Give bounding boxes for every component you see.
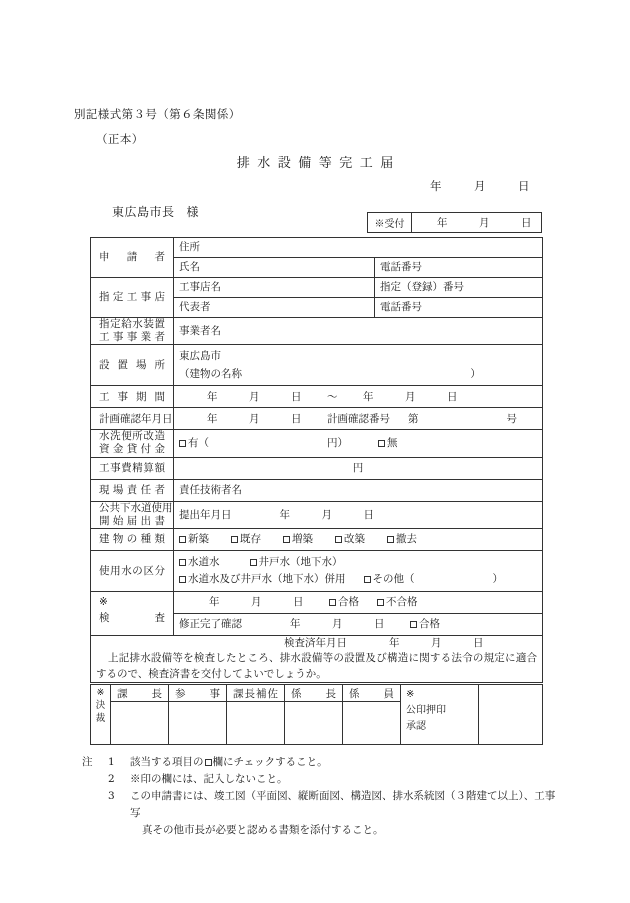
building-type-option-rebuild[interactable]: 改築: [335, 532, 365, 546]
table-row: [91, 528, 543, 550]
plan-confirm-label: 計画確認年月日: [91, 408, 174, 430]
table-row: [91, 318, 543, 345]
addressee: [112, 203, 199, 220]
approval-signature-unit-chief[interactable]: [285, 702, 343, 745]
location-label: 設置場所: [91, 345, 174, 386]
table-row: [91, 457, 543, 479]
contractor-label: 指定工事店: [91, 278, 174, 318]
period-label: 工事期間: [91, 386, 174, 408]
sewer-notice-field[interactable]: 提出年月日 年 月 日: [174, 501, 543, 528]
submission-date: [430, 178, 530, 194]
supervisor-field[interactable]: 責任技術者名: [174, 479, 543, 501]
note-item: [82, 788, 562, 839]
inspection-pass-option[interactable]: 合格: [329, 595, 359, 609]
period-field[interactable]: 年 月 日 〜 年 月 日: [174, 386, 543, 408]
inspection-label-mark: ※: [99, 595, 108, 608]
receipt-date: [412, 213, 541, 232]
note-text: ※印の欄には、記入しないこと。: [130, 773, 288, 785]
table-row: [91, 408, 543, 430]
checkbox-icon[interactable]: [329, 599, 336, 606]
submission-date-year: 年: [430, 179, 442, 193]
approval-column-unit-chief: 係長: [285, 685, 343, 702]
building-type-option-removal[interactable]: 撤去: [387, 532, 417, 546]
table-row: [91, 430, 543, 457]
water-type-field[interactable]: [174, 550, 543, 591]
location-building-name: （建物の名称 ）: [179, 368, 481, 381]
seal-stamp-box[interactable]: [479, 685, 543, 745]
table-row: [91, 479, 543, 501]
recheck-field[interactable]: 修正完了確認 年 月 日 合格: [174, 613, 543, 635]
table-row: [91, 591, 543, 613]
loan-yes-option[interactable]: 有（: [179, 436, 209, 450]
approval-column-staff: 係員: [343, 685, 401, 702]
submission-date-day: 日: [518, 179, 530, 193]
form-number: 別記様式第３号（第６条関係）: [74, 107, 241, 121]
note-number: 3: [108, 790, 115, 802]
checkbox-icon[interactable]: [335, 536, 342, 543]
applicant-address-field[interactable]: 住所: [174, 238, 543, 258]
table-row: [91, 685, 543, 702]
seal-line-1: 公印押印: [406, 705, 446, 716]
location-city: 東広島市: [179, 350, 221, 363]
checkbox-icon[interactable]: [231, 536, 238, 543]
table-row: [91, 635, 543, 683]
notes-section: [82, 754, 562, 839]
table-row: [91, 345, 543, 386]
note-label-spacer: [82, 788, 108, 839]
checkbox-icon[interactable]: [283, 536, 290, 543]
building-type-option-new[interactable]: 新築: [179, 532, 209, 546]
applicant-label: 申請者: [91, 238, 174, 278]
contractor-shop-field[interactable]: 工事店名: [174, 278, 375, 298]
approval-label-mark: ※: [96, 687, 105, 698]
inspection-label: ※ 検査: [91, 591, 174, 635]
location-field[interactable]: [174, 345, 543, 386]
main-form-table: [90, 237, 543, 683]
seal-line-2: 承認: [406, 721, 426, 732]
statement-text: 上記排水設備等を検査したところ、排水設備等の設置及び構造に関する法令の規定に適合するので、検査済書を交付してよいでしょうか。: [96, 651, 537, 681]
copy-mark: （正本）: [96, 132, 144, 146]
water-type-option-tap[interactable]: 水道水: [179, 555, 220, 569]
approval-column-counselor: 参事: [169, 685, 227, 702]
checkbox-icon[interactable]: [410, 621, 417, 628]
contractor-phone-field[interactable]: 電話番号: [375, 298, 543, 318]
note-item: [82, 754, 562, 771]
supervisor-label: 現場責任者: [91, 479, 174, 501]
notes-label: 注: [82, 756, 93, 768]
recheck-pass-option[interactable]: 合格: [410, 617, 440, 631]
note-text: この申請書には、竣工図（平面図、縦断面図、構造図、排水系統図（３階建て以上）、工事写 真その他市長が必要と認める書類を添付すること。: [130, 790, 556, 836]
receipt-box: [367, 212, 542, 233]
receipt-label: ※受付: [368, 213, 412, 232]
submission-date-month: 月: [474, 179, 486, 193]
approval-label: [91, 685, 111, 745]
seal-mark: ※: [406, 689, 415, 700]
checkbox-icon[interactable]: [179, 576, 186, 583]
receipt-day: 日: [521, 217, 532, 229]
contractor-registration-field[interactable]: 指定（登録）番号: [375, 278, 543, 298]
loan-no-option[interactable]: 無: [378, 436, 398, 450]
note-number: 1: [108, 756, 115, 768]
seal-approval-label: [401, 685, 479, 745]
receipt-month: 月: [479, 217, 490, 229]
water-type-option-well[interactable]: 井戸水（地下水）: [250, 555, 343, 569]
approval-signature-deputy-chief[interactable]: [227, 702, 285, 745]
addressee-honorific: 様: [186, 205, 200, 219]
checkbox-icon[interactable]: [377, 599, 384, 606]
approval-table: [90, 684, 543, 745]
building-type-field[interactable]: [174, 528, 543, 550]
certified-date-line: 検査済年月日 年 月 日: [284, 636, 484, 649]
applicant-name-field[interactable]: 氏名: [174, 258, 375, 278]
cost-label: 工事費精算額: [91, 457, 174, 479]
plan-confirm-field[interactable]: 年 月 日 計画確認番号 第 号: [174, 408, 543, 430]
note-item: [82, 771, 562, 788]
loan-label: 水洗便所改造 資金貸付金: [91, 430, 174, 457]
addressee-name: 東広島市長: [112, 205, 175, 219]
receipt-year: 年: [437, 217, 448, 229]
approval-label-char1: 決: [95, 699, 106, 711]
building-type-option-extension[interactable]: 増築: [283, 532, 313, 546]
note-label-spacer: [82, 771, 108, 788]
cost-field[interactable]: 円: [174, 457, 543, 479]
checkbox-icon[interactable]: [364, 576, 371, 583]
water-type-line-1: [179, 555, 537, 569]
inspection-result-field[interactable]: 年 月 日 合格 不合格: [174, 591, 543, 613]
water-type-other-close: ）: [492, 573, 503, 586]
applicant-phone-field[interactable]: 電話番号: [375, 258, 543, 278]
water-type-line-2: [179, 569, 537, 586]
water-type-label: 使用水の区分: [91, 550, 174, 591]
note-number: 2: [108, 773, 115, 785]
table-row: [91, 386, 543, 408]
approval-signature-section-chief[interactable]: [111, 702, 169, 745]
loan-yen-unit: 円）: [327, 437, 348, 450]
checkbox-icon[interactable]: [179, 559, 186, 566]
statement-cell: [91, 635, 543, 683]
approval-signature-staff[interactable]: [343, 702, 401, 745]
checkbox-icon[interactable]: [179, 440, 186, 447]
sewer-notice-label: 公共下水道使用 開始届出書: [91, 501, 174, 528]
water-type-option-other[interactable]: その他（: [364, 572, 415, 586]
checkbox-icon[interactable]: [179, 536, 186, 543]
note-text: 該当する項目の 欄にチェックすること。: [130, 756, 328, 768]
building-type-label: 建物の種類: [91, 528, 174, 550]
approval-column-deputy-chief: 課長補佐: [227, 685, 285, 702]
approval-signature-counselor[interactable]: [169, 702, 227, 745]
checkbox-icon[interactable]: [378, 440, 385, 447]
checkbox-icon[interactable]: [387, 536, 394, 543]
building-type-option-existing[interactable]: 既存: [231, 532, 261, 546]
table-row: [91, 501, 543, 528]
loan-field[interactable]: [174, 430, 543, 457]
approval-column-section-chief: 課長: [111, 685, 169, 702]
water-supplier-label: 指定給水装置 工事事業者: [91, 318, 174, 345]
approval-label-char2: 裁: [95, 712, 106, 724]
checkbox-icon[interactable]: [250, 559, 257, 566]
table-row: [91, 238, 543, 258]
inspection-fail-option[interactable]: 不合格: [377, 595, 418, 609]
checkbox-icon: [205, 759, 212, 766]
page-title: 排水設備等完工届: [236, 156, 401, 171]
water-supplier-field[interactable]: 事業者名: [174, 318, 543, 345]
table-row: [91, 278, 543, 298]
contractor-representative-field[interactable]: 代表者: [174, 298, 375, 318]
water-type-option-both[interactable]: 水道水及び井戸水（地下水）併用: [179, 572, 346, 586]
table-row: [91, 550, 543, 591]
